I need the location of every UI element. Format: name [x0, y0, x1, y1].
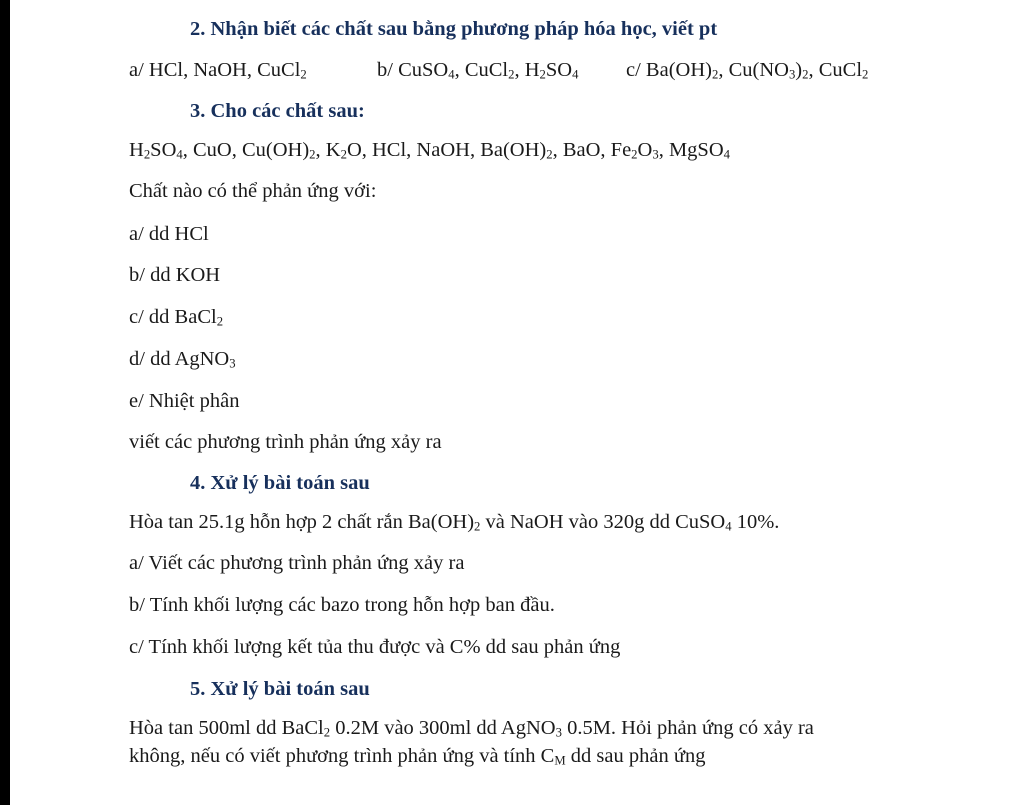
item-4a: a/ Viết các phương trình phản ứng xảy ra [129, 552, 465, 574]
section-4-problem: Hòa tan 25.1g hỗn hợp 2 chất rắn $Ba(OH)_2$ và NaOH vào 320g dd CuSO$_4$ 10%. [129, 511, 780, 534]
item-2b: b/ CuSO$_4$, CuCl$_2$, $H_2SO_4$ [377, 59, 579, 82]
item-3a: a/ dd HCl [129, 223, 209, 245]
item-3e: e/ Nhiệt phân [129, 390, 240, 412]
item-4b: b/ Tính khối lượng các bazo trong hỗn hợp ban đầu. [129, 594, 555, 616]
section-3-heading: 3. Cho các chất sau: [190, 100, 365, 122]
section-4-heading: 4. Xử lý bài toán sau [190, 472, 370, 494]
item-3d: d/ dd AgNO$_3$ [129, 348, 236, 371]
item-2c: c/ $Ba(OH)_2$, $Cu(NO_3)_2$, CuCl$_2$ [626, 59, 869, 82]
section-3-closing: viết các phương trình phản ứng xảy ra [129, 431, 442, 453]
section-5-line-2: không, nếu có viết phương trình phản ứng và tính $C_M$ dd sau phản ứng [129, 745, 706, 768]
left-edge-bar [0, 0, 10, 805]
section-3-question: Chất nào có thể phản ứng với: [129, 180, 377, 202]
section-2-items [129, 58, 869, 82]
item-2a: a/ HCl, NaOH, CuCl$_2$ [129, 59, 307, 82]
item-3b: b/ dd KOH [129, 264, 221, 286]
section-5-line-1: Hòa tan 500ml dd BaCl$_2$ 0.2M vào 300ml dd AgNO$_3$ 0.5M. Hỏi phản ứng có xảy ra [129, 717, 814, 740]
chemical-list: $H_2SO_4$, CuO, $Cu(OH)_2$, $K_2O$, HCl, NaOH, $Ba(OH)_2$, BaO, $Fe_2O_3$, MgSO$_4$ [129, 139, 730, 162]
item-4c: c/ Tính khối lượng kết tủa thu được và C% dd sau phản ứng [129, 636, 621, 658]
section-2-heading: 2. Nhận biết các chất sau bằng phương pháp hóa học, viết pt [190, 18, 718, 40]
document-page [10, 0, 1024, 805]
section-5-heading: 5. Xử lý bài toán sau [190, 678, 370, 700]
item-3c: c/ dd BaCl$_2$ [129, 306, 224, 329]
